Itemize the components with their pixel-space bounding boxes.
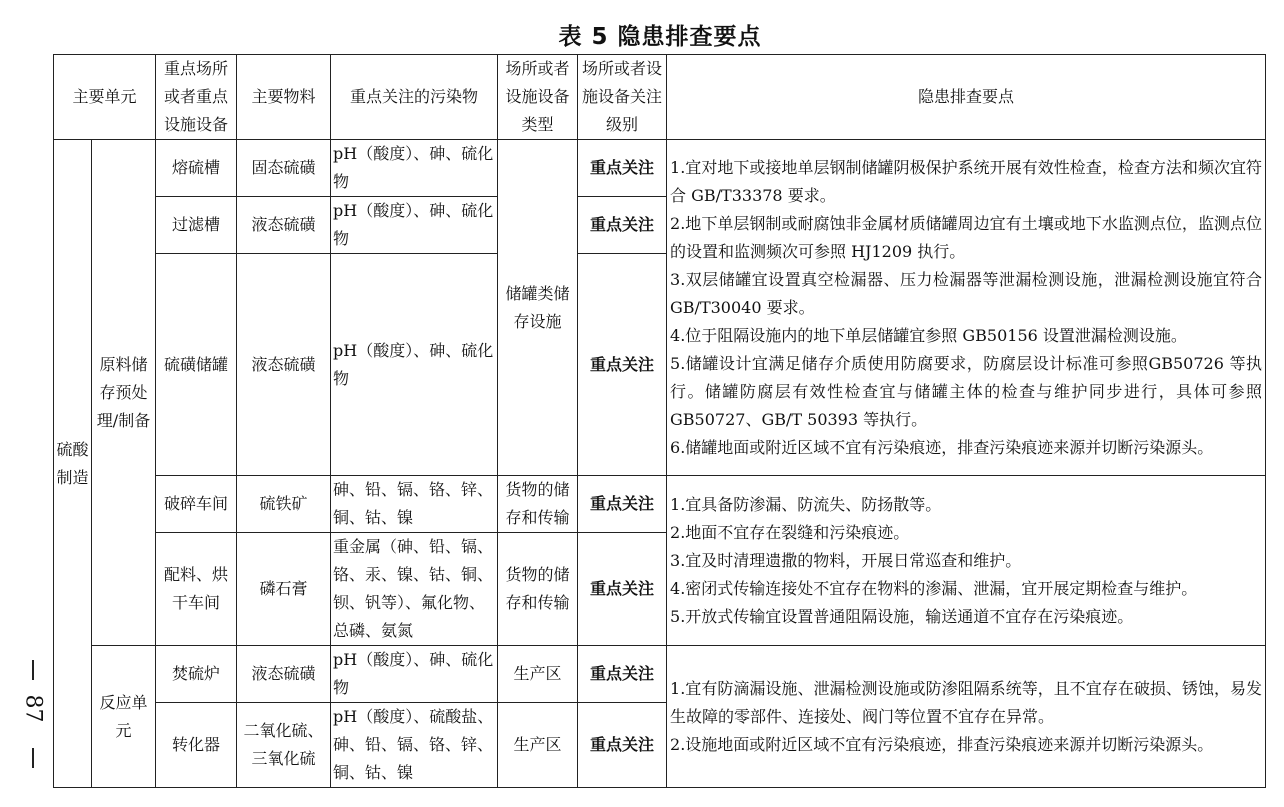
material-cell: 二氧化硫、三氧化硫	[237, 703, 331, 788]
facility-cell: 焚硫炉	[156, 646, 237, 703]
header-pollutant: 重点关注的污染物	[331, 55, 498, 140]
point-item: 1.宜具备防渗漏、防流失、防扬散等。	[670, 494, 942, 514]
header-facility: 重点场所或者重点设施设备	[156, 55, 237, 140]
facility-cell: 配料、烘干车间	[156, 533, 237, 646]
pollutant-cell: pH（酸度）、砷、硫化物	[331, 140, 498, 197]
material-cell: 固态硫磺	[237, 140, 331, 197]
point-item: 4.位于阻隔设施内的地下单层储罐宜参照 GB50156 设置泄漏检测设施。	[670, 325, 1187, 345]
material-cell: 液态硫磺	[237, 254, 331, 476]
type-cell: 生产区	[498, 646, 578, 703]
pollutant-cell: pH（酸度）、砷、硫化物	[331, 197, 498, 254]
page-number-dash-top	[32, 660, 34, 680]
level-cell: 重点关注	[578, 197, 667, 254]
pollutant-cell: 重金属（砷、铅、镉、铬、汞、镍、钴、铜、钡、钒等）、氟化物、总磷、氨氮	[331, 533, 498, 646]
material-cell: 磷石膏	[237, 533, 331, 646]
pollutant-cell: pH（酸度）、硫酸盐、砷、铅、镉、铬、锌、铜、钴、镍	[331, 703, 498, 788]
header-points: 隐患排查要点	[667, 55, 1266, 140]
points-cell-storage	[667, 140, 1266, 476]
points-cell-transport	[667, 476, 1266, 646]
pollutant-cell: pH（酸度）、砷、硫化物	[331, 646, 498, 703]
level-cell: 重点关注	[578, 476, 667, 533]
page-number-dash-bottom	[32, 748, 34, 768]
point-item: 3.宜及时清理遗撒的物料，开展日常巡查和维护。	[670, 550, 1022, 570]
table-row	[54, 646, 1266, 703]
point-item: 5.开放式传输宜设置普通阻隔设施，输送通道不宜存在污染痕迹。	[670, 606, 1134, 626]
facility-cell: 转化器	[156, 703, 237, 788]
level-cell: 重点关注	[578, 703, 667, 788]
level-cell: 重点关注	[578, 254, 667, 476]
header-unit: 主要单元	[54, 55, 156, 140]
header-level: 场所或者设施设备关注级别	[578, 55, 667, 140]
point-item: 4.密闭式传输连接处不宜存在物料的渗漏、泄漏，宜开展定期检查与维护。	[670, 578, 1198, 598]
type-cell: 生产区	[498, 703, 578, 788]
level-cell: 重点关注	[578, 646, 667, 703]
point-item: 1.宜有防滴漏设施、泄漏检测设施或防渗阻隔系统等，且不宜存在破损、锈蚀，易发生故障的零部件、连接处、阀门等位置不宜存在异常。	[670, 678, 1263, 726]
points-cell-production	[667, 646, 1266, 788]
group-cell: 反应单元	[92, 646, 156, 788]
point-item: 6.储罐地面或附近区域不宜有污染痕迹，排查污染痕迹来源并切断污染源头。	[670, 437, 1214, 457]
facility-cell: 硫磺储罐	[156, 254, 237, 476]
type-cell: 储罐类储存设施	[498, 140, 578, 476]
pollutant-cell: 砷、铅、镉、铬、锌、铜、钴、镍	[331, 476, 498, 533]
page-number	[14, 660, 54, 770]
material-cell: 液态硫磺	[237, 646, 331, 703]
type-cell: 货物的储存和传输	[498, 476, 578, 533]
point-item: 2.设施地面或附近区域不宜有污染痕迹，排查污染痕迹来源并切断污染源头。	[670, 734, 1214, 754]
point-item: 5.储罐设计宜满足储存介质使用防腐要求，防腐层设计标准可参照GB50726 等执行。储罐防腐层有效性检查宜与储罐主体的检查与维护同步进行，具体可参照 GB50727、GB/T 50393 等执行。	[670, 353, 1263, 429]
level-cell: 重点关注	[578, 140, 667, 197]
type-cell: 货物的储存和传输	[498, 533, 578, 646]
point-item: 3.双层储罐宜设置真空检漏器、压力检漏器等泄漏检测设施，泄漏检测设施宜符合 GB/T30040 要求。	[670, 269, 1263, 317]
pollutant-cell: pH（酸度）、砷、硫化物	[331, 254, 498, 476]
point-item: 2.地面不宜存在裂缝和污染痕迹。	[670, 522, 910, 542]
header-row	[54, 55, 1266, 140]
header-material: 主要物料	[237, 55, 331, 140]
level-cell: 重点关注	[578, 533, 667, 646]
facility-cell: 熔硫槽	[156, 140, 237, 197]
inspection-table	[53, 54, 1266, 788]
facility-cell: 过滤槽	[156, 197, 237, 254]
material-cell: 硫铁矿	[237, 476, 331, 533]
table-row	[54, 140, 1266, 197]
unit-main-cell: 硫酸制造	[54, 140, 92, 788]
group-cell: 原料储存预处理/制备	[92, 140, 156, 646]
point-item: 2.地下单层钢制或耐腐蚀非金属材质储罐周边宜有土壤或地下水监测点位，监测点位的设置和监测频次可参照 HJ1209 执行。	[670, 213, 1263, 261]
point-item: 1.宜对地下或接地单层钢制储罐阴极保护系统开展有效性检查，检查方法和频次宜符合 GB/T33378 要求。	[670, 157, 1263, 205]
page-number-text: 87	[20, 694, 46, 723]
material-cell: 液态硫磺	[237, 197, 331, 254]
header-type: 场所或者设施设备类型	[498, 55, 578, 140]
table-title: 表 5 隐患排查要点	[558, 24, 762, 50]
table-row	[54, 476, 1266, 533]
facility-cell: 破碎车间	[156, 476, 237, 533]
